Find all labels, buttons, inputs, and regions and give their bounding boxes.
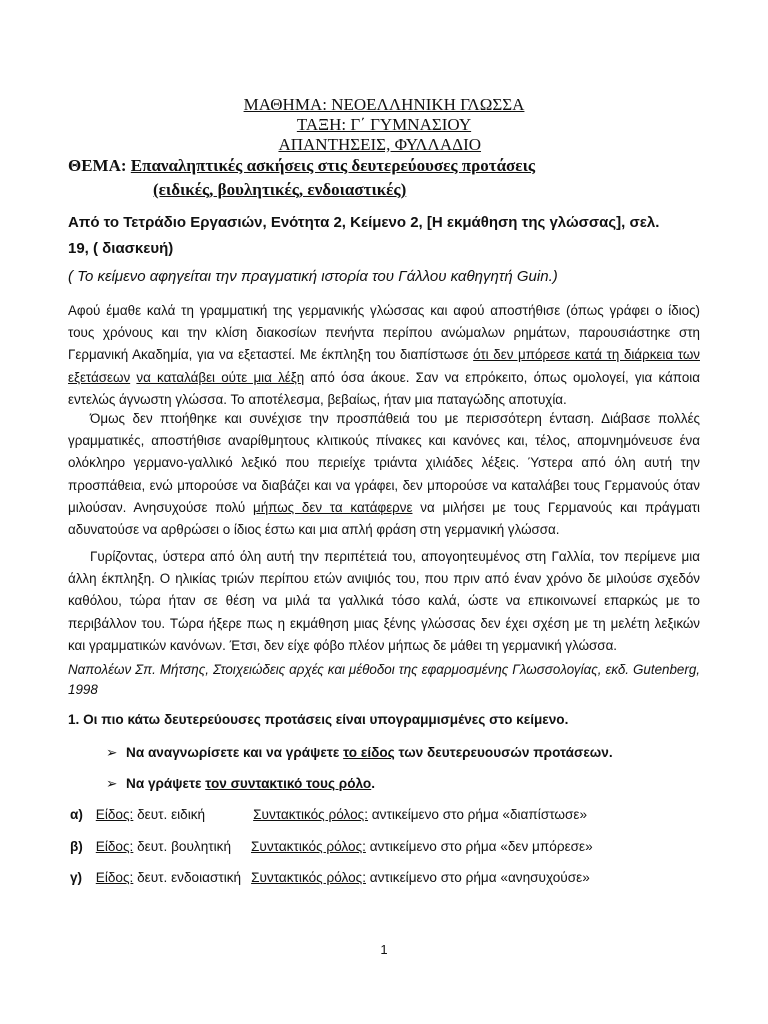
subject-heading: ΜΑΘΗΜΑ: ΝΕΟΕΛΛΗΝΙΚΗ ΓΛΩΣΣΑ <box>243 95 525 114</box>
text-paragraph-1: Αφού έμαθε καλά τη γραμματική της γερμανικής γλώσσας και αφού αποστήθισε (όπως γράφει ο ίδιος) τους χρόνους και την κλίση διακοσίων πενήντα περίπου ανώμαλων ρημάτων, παρουσιάστηκε στη Γερμανική Ακαδημία, για να εξεταστεί. Με έκπληξη του διαπίστωσε ότι δεν μπόρεσε κατά τη διάρκεια των εξετάσεων να καταλάβει ούτε μια λέξη από όσα άκουε. Σαν να επρόκειτο, όπως ομολογεί, για κάποια εντελώς άγνωστη γλώσσα. Το αποτέλεσμα, βεβαίως, ήταν μια παταγώδης αποτυχία. <box>68 303 700 407</box>
arrow-bullet-icon: ➢ <box>106 776 118 791</box>
answer-row-b <box>70 836 593 858</box>
answers-heading: ΑΠΑΝΤΗΣΕΙΣ, ΦΥΛΛΑΔΙΟ <box>278 135 482 154</box>
page-number: 1 <box>380 942 388 957</box>
kind-value: δευτ. ενδοιαστική <box>137 870 242 885</box>
theme-heading <box>68 156 535 176</box>
role-label: Συντακτικός ρόλος: <box>253 807 369 822</box>
arrow-bullet-icon: ➢ <box>106 745 118 760</box>
kind-label: Είδος: <box>95 870 134 885</box>
kind-label: Είδος: <box>95 807 134 822</box>
theme-text: Επαναληπτικές ασκήσεις στις δευτερεύουσες προτάσεις <box>130 156 536 175</box>
instruction-item-2: ➢ Να γράψετε τον συντακτικό τους ρόλο. <box>106 773 375 795</box>
source-line-2: 19, ( διασκευή) <box>68 240 174 257</box>
text-paragraph-3: Γυρίζοντας, ύστερα από όλη αυτή την περιπέτειά του, απογοητευμένος στη Γαλλία, τον περίμενε μια άλλη έκπληξη. Ο ηλικίας τριών περίπου ετών ανιψιός του, που πριν από έναν χρόνο δε μιλούσε σχεδόν καθόλου, τώρα ήταν σε θέση να μιλά τα γαλλικά τόσο καλά, ώστε να επικοινωνεί επαρκώς με το περιβάλλον του. Τώρα ήξερε πως η εκμάθηση μιας ξένης γλώσσας δεν έχει σχέση με τη μελέτη λεξικών και γραμματικών κανόνων. Έτσι, δεν είχε φόβο πλέον μήπως δε μάθει τη γερμανική γλώσσα. <box>68 549 700 653</box>
underlined-clause-1: ότι δεν μπόρεσε κατά τη διάρκεια των εξετάσεων <box>68 347 700 385</box>
role-value: αντικείμενο στο ρήμα «διαπίστωσε» <box>371 807 588 822</box>
answer-row-c <box>70 867 590 889</box>
citation: Ναπολέων Σπ. Μήτσης, Στοιχειώδεις αρχές και μέθοδοι της εφαρμοσμένης Γλωσσολογίας, εκδ. Gutenberg, 1998 <box>68 662 700 697</box>
role-value: αντικείμενο στο ρήμα «ανησυχούσε» <box>369 870 590 885</box>
instruction-item-1: ➢ Να αναγνωρίσετε και να γράψετε το είδος των δευτερευουσών προτάσεων. <box>106 742 613 764</box>
text-paragraph-2: Όμως δεν πτοήθηκε και συνέχισε την προσπάθειά του με περισσότερη ένταση. Διάβασε πολλές γραμματικές, αποστήθισε αναρίθμητους κλιτικούς πίνακες και κανόνες και, τέλος, απομνημόνευσε ένα ολόκληρο γερμανο-γαλλικό λεξικό που περιείχε τριάντα χιλιάδες λέξεις. Ύστερα από όλη αυτή την προσπάθεια, ενώ μπορούσε να διαβάζει και να γράφει, δεν μπορούσε να καταλάβει τους Γερμανούς όταν μιλούσαν. Ανησυχούσε πολύ μήπως δεν τα κατάφερνε να μιλήσει με τους Γερμανούς και πράγματι αδυνατούσε να αρθρώσει ο ίδιος έστω και μια απλή φράση στη γερμανική γλώσσα. <box>68 411 700 538</box>
underlined-clause-2: να καταλάβει ούτε μια λέξη <box>136 369 305 385</box>
class-heading: ΤΑΞΗ: Γ΄ ΓΥΜΝΑΣΙΟΥ <box>296 115 472 134</box>
answer-label: β) <box>70 839 83 854</box>
answer-label: γ) <box>70 870 83 885</box>
theme-label: ΘΕΜΑ: <box>68 156 127 175</box>
role-label: Συντακτικός ρόλος: <box>251 870 366 885</box>
kind-label: Είδος: <box>95 839 134 854</box>
question-1: 1. Οι πιο κάτω δευτερεύουσες προτάσεις είναι υπογραμμισμένες στο κείμενο. <box>68 712 569 727</box>
answer-row-a <box>70 804 587 826</box>
source-line-1: Από το Τετράδιο Εργασιών, Ενότητα 2, Κείμενο 2, [Η εκμάθηση της γλώσσας], σελ. <box>68 214 660 231</box>
role-value: αντικείμενο στο ρήμα «δεν μπόρεσε» <box>369 839 593 854</box>
role-label: Συντακτικός ρόλος: <box>251 839 366 854</box>
intro-note: ( Το κείμενο αφηγείται την πραγματική ιστορία του Γάλλου καθηγητή Guin.) <box>68 268 558 285</box>
theme-subheading: (ειδικές, βουλητικές, ενδοιαστικές) <box>153 180 407 199</box>
kind-value: δευτ. βουλητική <box>137 839 232 854</box>
underlined-clause-3: μήπως δεν τα κατάφερνε <box>253 499 413 515</box>
kind-value: δευτ. ειδική <box>137 807 206 822</box>
answer-label: α) <box>70 807 83 822</box>
